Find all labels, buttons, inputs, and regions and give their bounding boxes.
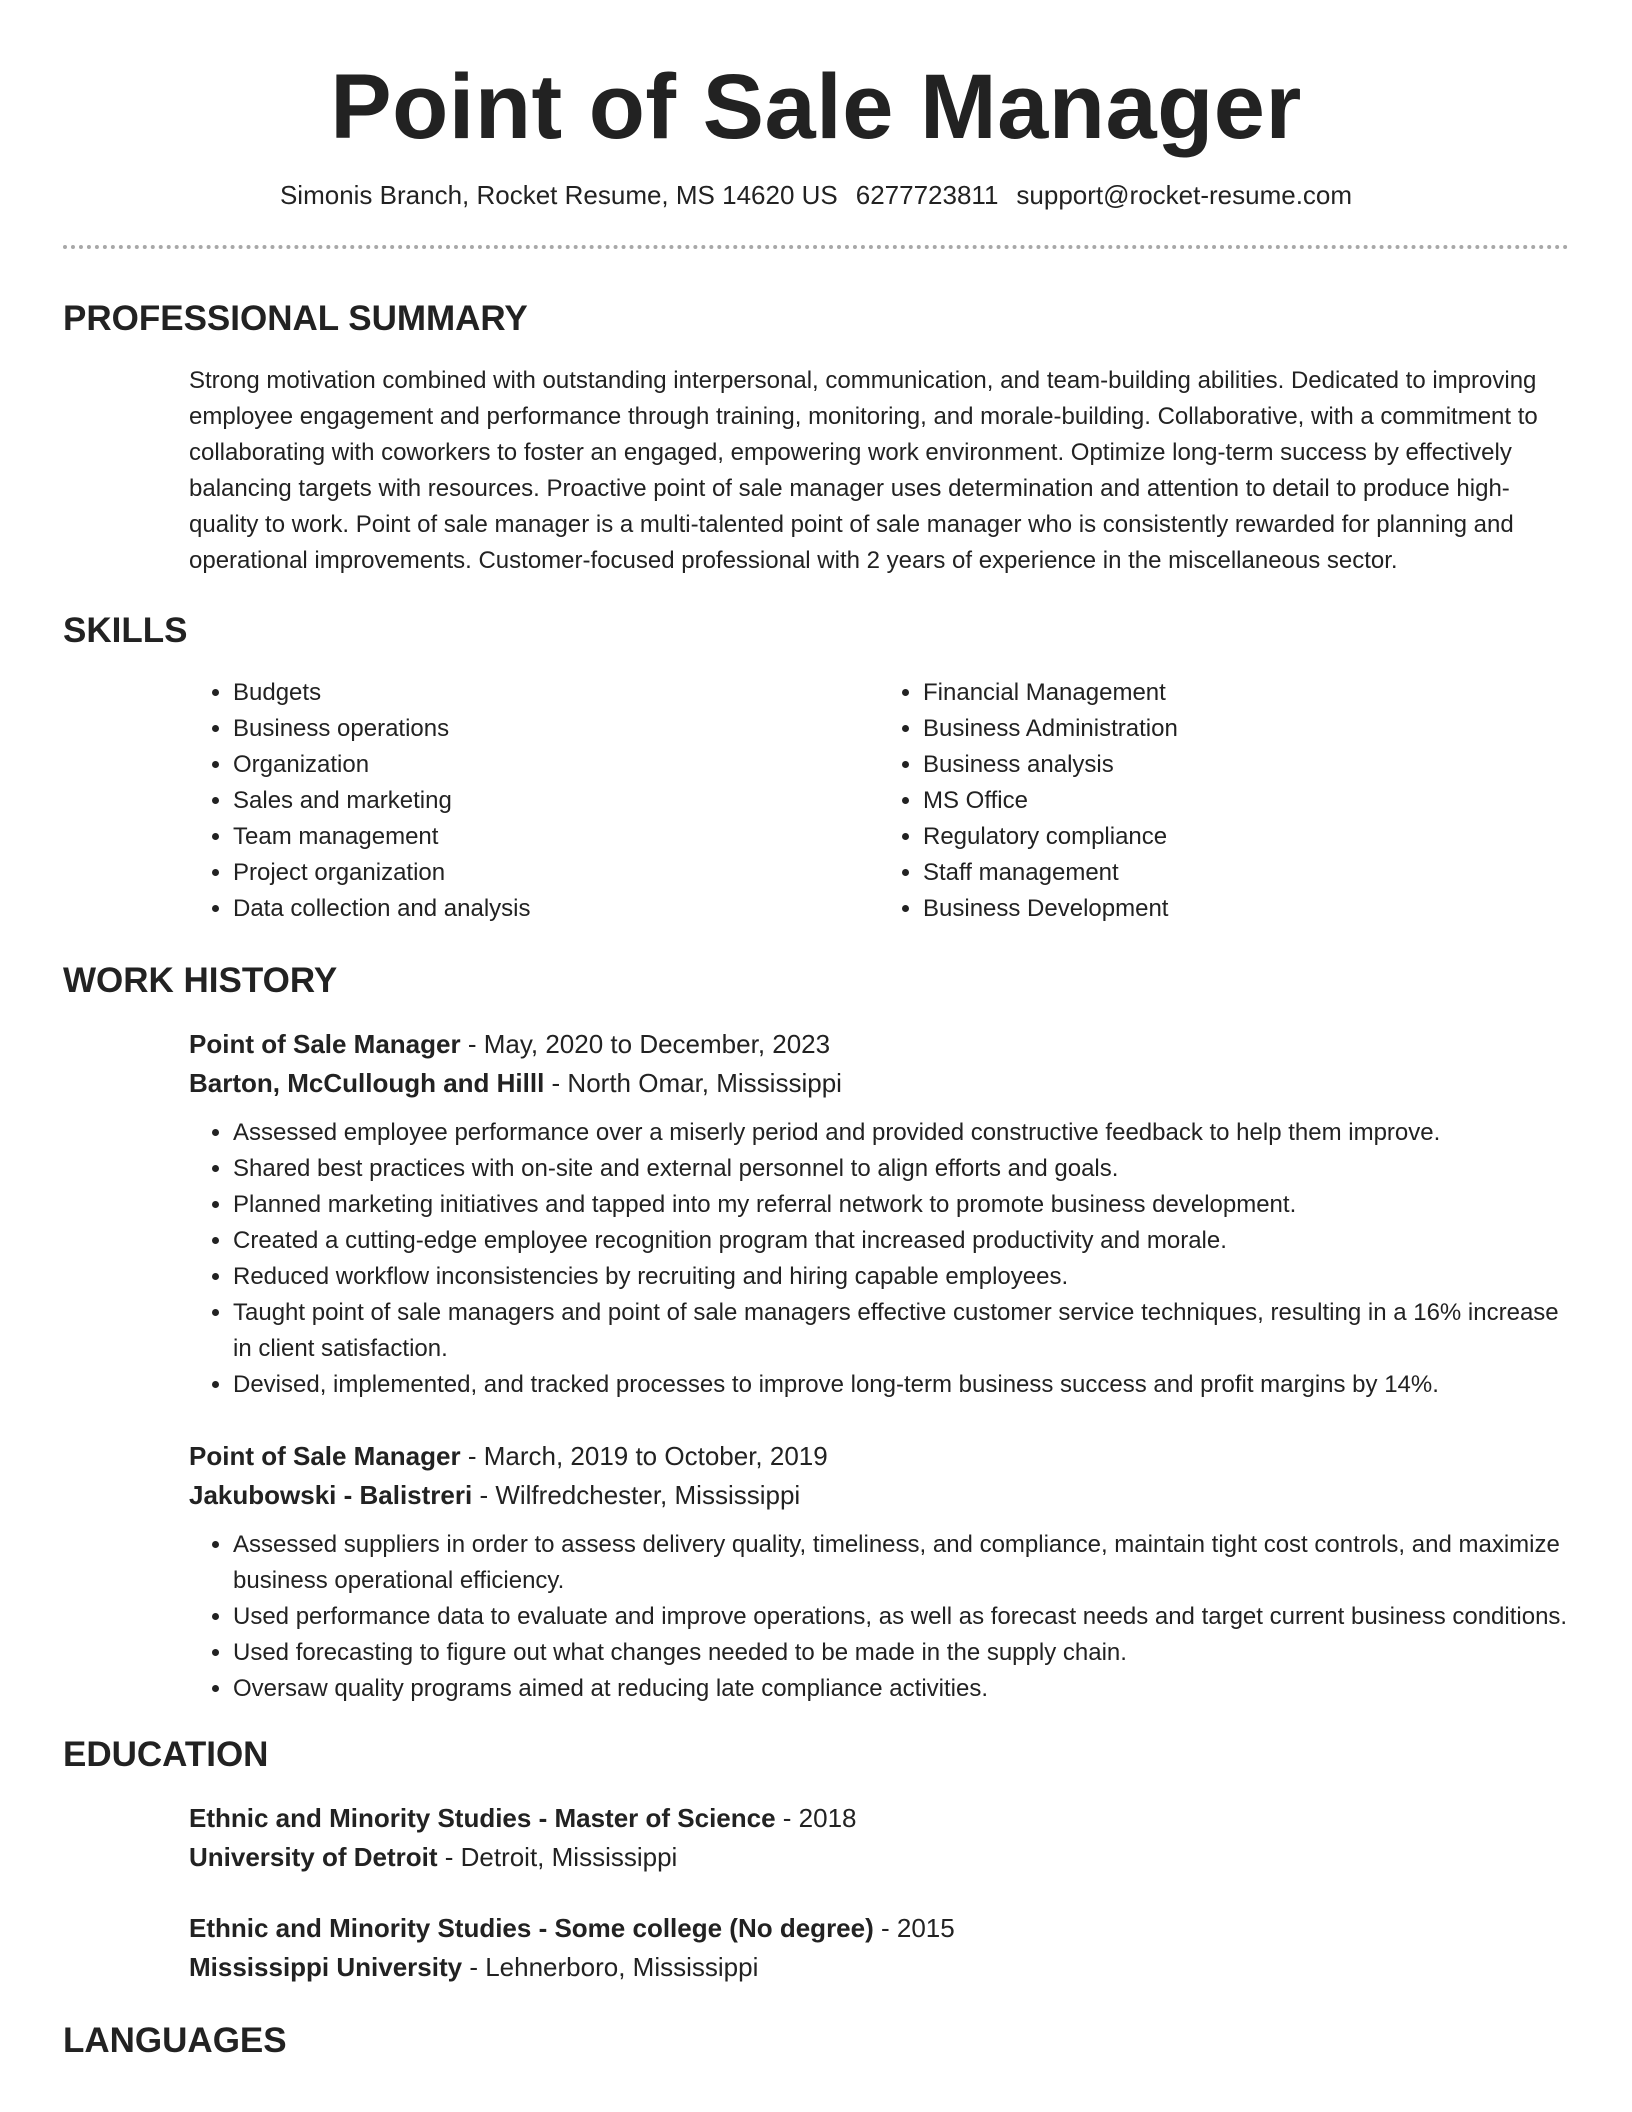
contact-address: Simonis Branch, Rocket Resume, MS 14620 US	[279, 180, 838, 210]
skill-item: • Business Administration	[923, 711, 1569, 747]
section-title-languages: LANGUAGES	[63, 2021, 287, 2060]
skill-item: • Organization	[233, 747, 879, 783]
job-location: - Wilfredchester, Mississippi	[472, 1480, 801, 1510]
skill-item: • Sales and marketing	[233, 783, 879, 819]
education-school-line	[189, 1948, 1569, 1987]
job-bullet: • Planned marketing initiatives and tapped into my referral network to promote business development.	[233, 1187, 1569, 1223]
job-bullet: • Assessed suppliers in order to assess delivery quality, timeliness, and compliance, maintain tight cost controls, and maximize business operational efficiency.	[233, 1527, 1569, 1599]
job-bullet: • Shared best practices with on-site and external personnel to align efforts and goals.	[233, 1151, 1569, 1187]
skill-item: • Regulatory compliance	[923, 819, 1569, 855]
job-location: - North Omar, Mississippi	[544, 1068, 842, 1098]
education-school: Mississippi University	[189, 1952, 463, 1982]
skill-item: • Budgets	[233, 675, 879, 711]
job-title-line	[189, 1437, 1569, 1476]
job-title-line	[189, 1025, 1569, 1064]
contact-line	[0, 180, 1632, 211]
summary-text: Strong motivation combined with outstanding interpersonal, communication, and team-building abilities. Dedicated to improving employee engagement and performance through training, monitoring, and morale-building. Collaborative, with a commitment to collaborating with coworkers to foster an engaged, empowering work environment. Optimize long-term success by effectively balancing targets with resources. Proactive point of sale manager uses determination and attention to detail to produce high-quality to work. Point of sale manager is a multi-talented point of sale manager who is consistently rewarded for planning and operational improvements. Customer-focused professional with 2 years of experience in the miscellaneous sector.	[189, 367, 1538, 574]
job-bullet: • Used forecasting to figure out what changes needed to be made in the supply chain.	[233, 1635, 1569, 1671]
education-degree-line	[189, 1799, 1569, 1838]
skill-item: • Staff management	[923, 855, 1569, 891]
job-bullet: • Oversaw quality programs aimed at reducing late compliance activities.	[233, 1671, 1569, 1707]
skill-item: • Business Development	[923, 891, 1569, 927]
education-location: - Lehnerboro, Mississippi	[462, 1952, 759, 1982]
job-role: Point of Sale Manager	[189, 1441, 461, 1471]
skill-item: • Project organization	[233, 855, 879, 891]
header-divider	[63, 245, 1569, 249]
section-title-skills: SKILLS	[63, 611, 188, 650]
job-bullet: • Reduced workflow inconsistencies by recruiting and hiring capable employees.	[233, 1259, 1569, 1295]
skill-item: • Data collection and analysis	[233, 891, 879, 927]
education-degree: Ethnic and Minority Studies - Some college (No degree)	[189, 1913, 874, 1943]
candidate-name: Point of Sale Manager	[330, 56, 1302, 158]
education-location: - Detroit, Mississippi	[437, 1842, 678, 1872]
job-company: Jakubowski - Balistreri	[189, 1480, 473, 1510]
education-entry	[189, 1909, 1569, 1987]
section-title-education: EDUCATION	[63, 1735, 269, 1774]
education-school-line	[189, 1838, 1569, 1877]
contact-phone: 6277723811	[855, 180, 999, 210]
resume-header	[0, 0, 1632, 211]
job-dates: - March, 2019 to October, 2019	[460, 1441, 828, 1471]
job-bullet: • Assessed employee performance over a miserly period and provided constructive feedback to help them improve.	[233, 1115, 1569, 1151]
skills-columns	[189, 675, 1569, 927]
skills-list-left	[189, 675, 879, 927]
skill-item: • MS Office	[923, 783, 1569, 819]
job-bullets	[189, 1115, 1569, 1403]
job-bullet: • Used performance data to evaluate and improve operations, as well as forecast needs and target current business conditions.	[233, 1599, 1569, 1635]
job-company-line	[189, 1476, 1569, 1515]
education-year: - 2018	[775, 1803, 857, 1833]
skill-item: • Financial Management	[923, 675, 1569, 711]
education-entry	[189, 1799, 1569, 1877]
job-bullet: • Devised, implemented, and tracked processes to improve long-term business success and profit margins by 14%.	[233, 1367, 1569, 1403]
job-dates: - May, 2020 to December, 2023	[460, 1029, 831, 1059]
contact-email: support@rocket-resume.com	[1016, 180, 1353, 210]
section-title-summary: PROFESSIONAL SUMMARY	[63, 299, 528, 338]
skills-list-right	[879, 675, 1569, 927]
job-bullet: • Taught point of sale managers and point of sale managers effective customer service techniques, resulting in a 16% increase in client satisfaction.	[233, 1295, 1569, 1367]
section-work-history	[63, 959, 1569, 1707]
section-education	[63, 1733, 1569, 1987]
job-bullets	[189, 1527, 1569, 1707]
section-languages	[63, 2019, 1569, 2063]
section-professional-summary	[63, 297, 1569, 579]
job-entry	[189, 1025, 1569, 1403]
education-school: University of Detroit	[189, 1842, 438, 1872]
job-company: Barton, McCullough and Hilll	[189, 1068, 545, 1098]
job-entry	[189, 1437, 1569, 1707]
skill-item: • Business operations	[233, 711, 879, 747]
section-title-work: WORK HISTORY	[63, 961, 338, 1000]
education-degree: Ethnic and Minority Studies - Master of Science	[189, 1803, 776, 1833]
section-skills	[63, 609, 1569, 927]
education-degree-line	[189, 1909, 1569, 1948]
education-year: - 2015	[873, 1913, 955, 1943]
job-role: Point of Sale Manager	[189, 1029, 461, 1059]
job-bullet: • Created a cutting-edge employee recognition program that increased productivity and morale.	[233, 1223, 1569, 1259]
job-company-line	[189, 1064, 1569, 1103]
skill-item: • Team management	[233, 819, 879, 855]
skill-item: • Business analysis	[923, 747, 1569, 783]
